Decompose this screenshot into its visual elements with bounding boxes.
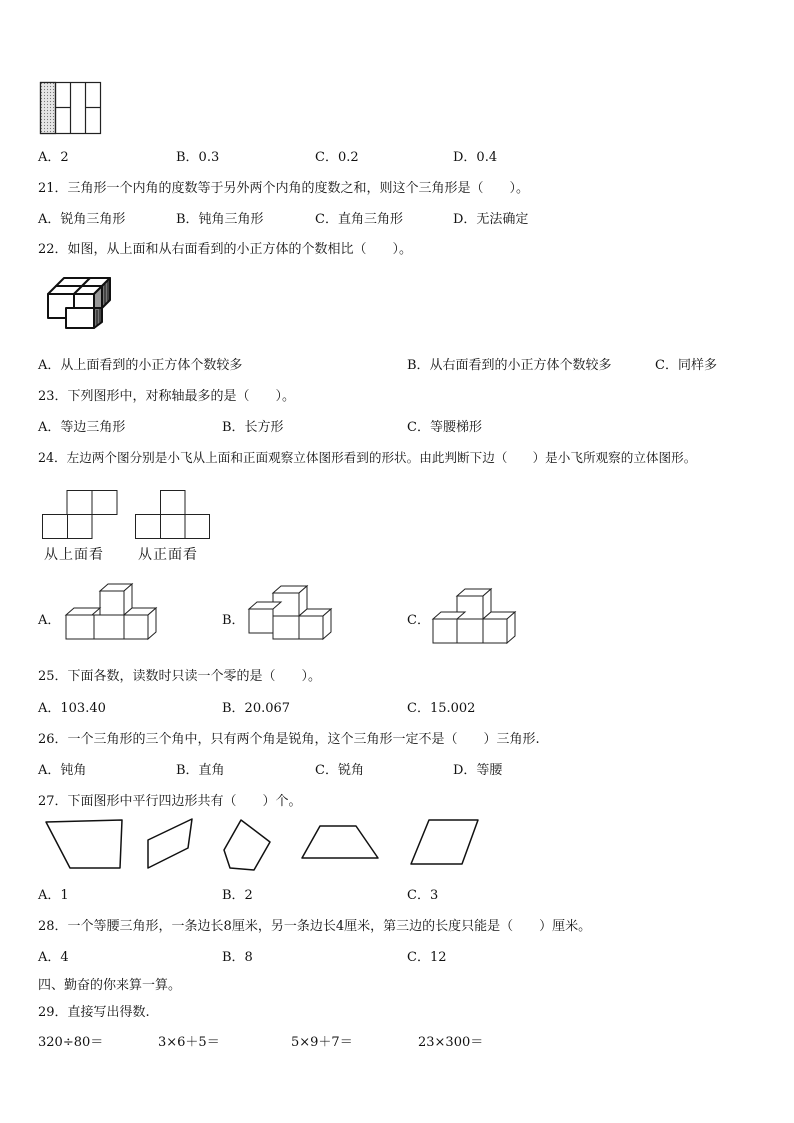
q27-option-a[interactable]: A．1 xyxy=(38,888,69,903)
q20-option-c[interactable]: C．0.2 xyxy=(315,150,359,165)
q27-option-b[interactable]: B．2 xyxy=(222,888,253,903)
q21-text: 21．三角形一个内角的度数等于另外两个内角的度数之和，则这个三角形是（ ）。 xyxy=(38,181,530,196)
q24-option-c-figure xyxy=(431,588,517,650)
q22-text: 22．如图，从上面和从右面看到的小正方体的个数相比（ ）。 xyxy=(38,242,413,257)
section-4-title: 四、勤奋的你来算一算。 xyxy=(38,978,182,993)
front-view-label: 从正面看 xyxy=(138,547,198,563)
q23-text: 23．下列图形中，对称轴最多的是（ ）。 xyxy=(38,389,296,404)
q27-option-c[interactable]: C．3 xyxy=(407,888,439,903)
parallelogram-1 xyxy=(148,819,192,868)
q20-option-b[interactable]: B．0.3 xyxy=(176,150,220,165)
front-view-figure xyxy=(135,490,211,540)
q25-option-c[interactable]: C．15.002 xyxy=(407,701,476,716)
q22-option-a[interactable]: A．从上面看到的小正方体个数较多 xyxy=(38,358,243,373)
q23-option-b[interactable]: B．长方形 xyxy=(222,420,284,435)
q26-text: 26．一个三角形的三个角中，只有两个角是锐角，这个三角形一定不是（ ）三角形. xyxy=(38,732,540,747)
q24-option-c[interactable]: C． xyxy=(407,613,430,628)
q24-text: 24．左边两个图分别是小飞从上面和正面观察立体图形看到的形状。由此判断下边（ ）是小飞所观察的立体图形。 xyxy=(38,450,697,465)
q29-item-2[interactable]: 3×6＋5＝ xyxy=(158,1035,220,1050)
q24-option-b[interactable]: B． xyxy=(222,613,245,628)
fraction-strip-figure xyxy=(40,82,102,134)
q20-option-a[interactable]: A．2 xyxy=(38,150,69,165)
top-view-label: 从上面看 xyxy=(44,547,104,563)
q26-option-a[interactable]: A．钝角 xyxy=(38,763,87,778)
q23-option-c[interactable]: C．等腰梯形 xyxy=(407,420,482,435)
q22-option-b[interactable]: B．从右面看到的小正方体个数较多 xyxy=(407,358,612,373)
top-view-figure xyxy=(42,490,118,540)
q21-option-a[interactable]: A．锐角三角形 xyxy=(38,212,126,227)
q20-option-d[interactable]: D．0.4 xyxy=(453,150,498,165)
quadrilateral-shapes xyxy=(44,816,484,872)
q29-text: 29．直接写出得数. xyxy=(38,1005,150,1020)
cube-stack-figure xyxy=(44,276,114,332)
q21-option-b[interactable]: B．钝角三角形 xyxy=(176,212,264,227)
q28-option-b[interactable]: B．8 xyxy=(222,950,253,965)
q26-option-d[interactable]: D．等腰 xyxy=(453,763,503,778)
q22-option-c[interactable]: C．同样多 xyxy=(655,358,717,373)
q28-option-a[interactable]: A．4 xyxy=(38,950,69,965)
q26-option-c[interactable]: C．锐角 xyxy=(315,763,364,778)
q21-option-c[interactable]: C．直角三角形 xyxy=(315,212,403,227)
pentagon xyxy=(224,820,270,870)
q24-option-a-figure xyxy=(64,583,158,647)
irregular-quadrilateral xyxy=(46,820,122,868)
q24-option-b-figure xyxy=(247,585,333,645)
q25-text: 25．下面各数，读数时只读一个零的是（ ）。 xyxy=(38,669,322,684)
q28-option-c[interactable]: C．12 xyxy=(407,950,447,965)
q24-option-a[interactable]: A． xyxy=(38,613,61,628)
parallelogram-2 xyxy=(411,820,478,864)
q23-option-a[interactable]: A．等边三角形 xyxy=(38,420,126,435)
q29-item-4[interactable]: 23×300＝ xyxy=(418,1035,484,1050)
q27-text: 27．下面图形中平行四边形共有（ ）个。 xyxy=(38,794,302,809)
q21-option-d[interactable]: D．无法确定 xyxy=(453,212,529,227)
trapezoid xyxy=(302,826,378,858)
q29-item-1[interactable]: 320÷80＝ xyxy=(38,1035,104,1050)
q25-option-b[interactable]: B．20.067 xyxy=(222,701,291,716)
q28-text: 28．一个等腰三角形，一条边长8厘米，另一条边长4厘米，第三边的长度只能是（ ）厘米。 xyxy=(38,919,592,934)
q25-option-a[interactable]: A．103.40 xyxy=(38,701,106,716)
q29-item-3[interactable]: 5×9＋7＝ xyxy=(291,1035,353,1050)
q26-option-b[interactable]: B．直角 xyxy=(176,763,225,778)
